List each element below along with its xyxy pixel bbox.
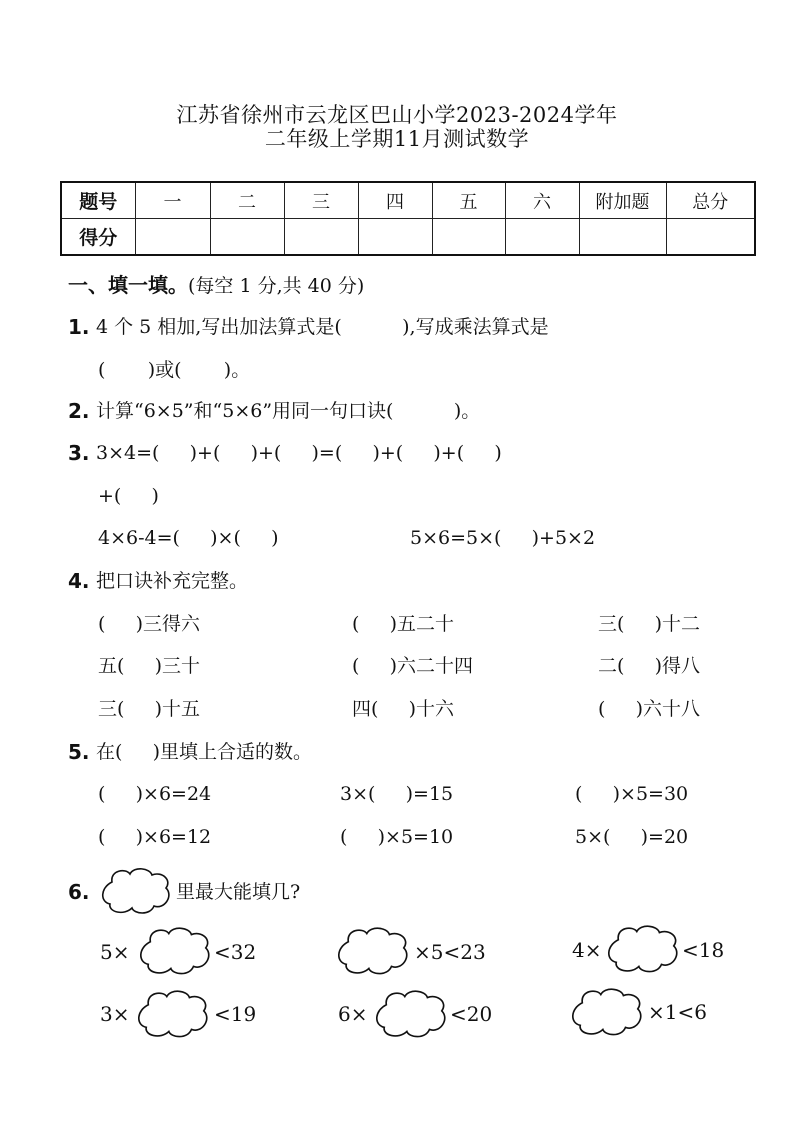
score-blank-cell[interactable] — [666, 219, 755, 256]
score-header-row — [61, 182, 755, 219]
score-row-label: 得分 — [61, 219, 135, 256]
comparison-after: ×1<6 — [648, 1000, 707, 1024]
question-number: 1. — [68, 315, 90, 339]
mnemonic-item: 五( )三十 — [98, 655, 201, 677]
score-header-cell: 四 — [358, 182, 432, 219]
score-blank-cell[interactable] — [284, 219, 358, 256]
score-value-row — [61, 219, 755, 256]
question-number: 5. — [68, 740, 90, 764]
mnemonic-item: 四( )十六 — [352, 698, 455, 720]
score-header-cell: 二 — [210, 182, 284, 219]
fill-item: ( )×5=30 — [575, 783, 689, 805]
score-blank-cell[interactable] — [505, 219, 579, 256]
comparison-before: 4× — [572, 938, 602, 962]
question-2-line1: 计算“6×5”和“5×6”用同一句口诀( )。 — [96, 400, 481, 422]
cloud-icon — [100, 866, 174, 916]
comparison-after: <19 — [214, 1002, 257, 1026]
mnemonic-item: ( )六二十四 — [352, 655, 474, 677]
score-blank-cell[interactable] — [358, 219, 432, 256]
question-3-line1: 3×4=( )+( )+( )=( )+( )+( ) — [96, 442, 502, 464]
question-4-title: 把口诀补充完整。 — [96, 570, 249, 592]
score-header-cell: 附加题 — [579, 182, 666, 219]
comparison-before: 6× — [338, 1002, 368, 1026]
score-header-cell: 六 — [505, 182, 579, 219]
section-title: 一、填一填。 — [68, 273, 188, 297]
mnemonic-item: 二( )得八 — [598, 655, 701, 677]
cloud-input-box[interactable] — [570, 986, 646, 1038]
page-title-line1: 江苏省徐州市云龙区巴山小学2023-2024学年 — [176, 103, 618, 127]
section-note: (每空 1 分,共 40 分) — [188, 275, 365, 297]
comparison-after: <20 — [450, 1002, 493, 1026]
cloud-input-box[interactable] — [374, 988, 450, 1040]
score-table — [60, 181, 756, 256]
question-3-line3a: 4×6-4=( )×( ) — [98, 527, 279, 549]
cloud-input-box[interactable] — [336, 925, 412, 977]
score-blank-cell[interactable] — [432, 219, 505, 256]
fill-item: ( )×6=12 — [98, 826, 212, 848]
question-1-line1: 4 个 5 相加,写出加法算式是( ),写成乘法算式是 — [96, 316, 549, 338]
cloud-input-box[interactable] — [606, 923, 682, 975]
comparison-after: ×5<23 — [414, 940, 486, 964]
score-header-cell: 三 — [284, 182, 358, 219]
cloud-input-box[interactable] — [136, 988, 212, 1040]
question-number: 4. — [68, 569, 90, 593]
cloud-input-box[interactable] — [138, 925, 214, 977]
score-header-cell: 总分 — [666, 182, 755, 219]
fill-item: ( )×5=10 — [340, 826, 454, 848]
comparison-after: <32 — [214, 940, 257, 964]
fill-item: ( )×6=24 — [98, 783, 212, 805]
question-number: 6. — [68, 880, 90, 904]
section-heading — [68, 273, 364, 298]
question-number: 3. — [68, 441, 90, 465]
question-5-title: 在( )里填上合适的数。 — [96, 741, 313, 763]
score-header-cell: 一 — [135, 182, 210, 219]
mnemonic-item: ( )六十八 — [598, 698, 701, 720]
comparison-after: <18 — [682, 938, 725, 962]
fill-item: 5×( )=20 — [575, 826, 689, 848]
question-3-line3b: 5×6=5×( )+5×2 — [410, 527, 596, 549]
score-blank-cell[interactable] — [135, 219, 210, 256]
mnemonic-item: ( )三得六 — [98, 613, 201, 635]
comparison-before: 3× — [100, 1002, 130, 1026]
mnemonic-item: 三( )十二 — [598, 613, 701, 635]
score-blank-cell[interactable] — [210, 219, 284, 256]
question-1-line2: ( )或( )。 — [98, 359, 251, 381]
page-title-line2: 二年级上学期11月测试数学 — [264, 127, 530, 151]
fill-item: 3×( )=15 — [340, 783, 454, 805]
score-header-cell: 五 — [432, 182, 505, 219]
comparison-before: 5× — [100, 940, 130, 964]
question-number: 2. — [68, 399, 90, 423]
question-6-title: 里最大能填几? — [176, 881, 301, 903]
score-header-label: 题号 — [61, 182, 135, 219]
question-3-line2: +( ) — [98, 485, 159, 507]
mnemonic-item: ( )五二十 — [352, 613, 455, 635]
mnemonic-item: 三( )十五 — [98, 698, 201, 720]
score-blank-cell[interactable] — [579, 219, 666, 256]
